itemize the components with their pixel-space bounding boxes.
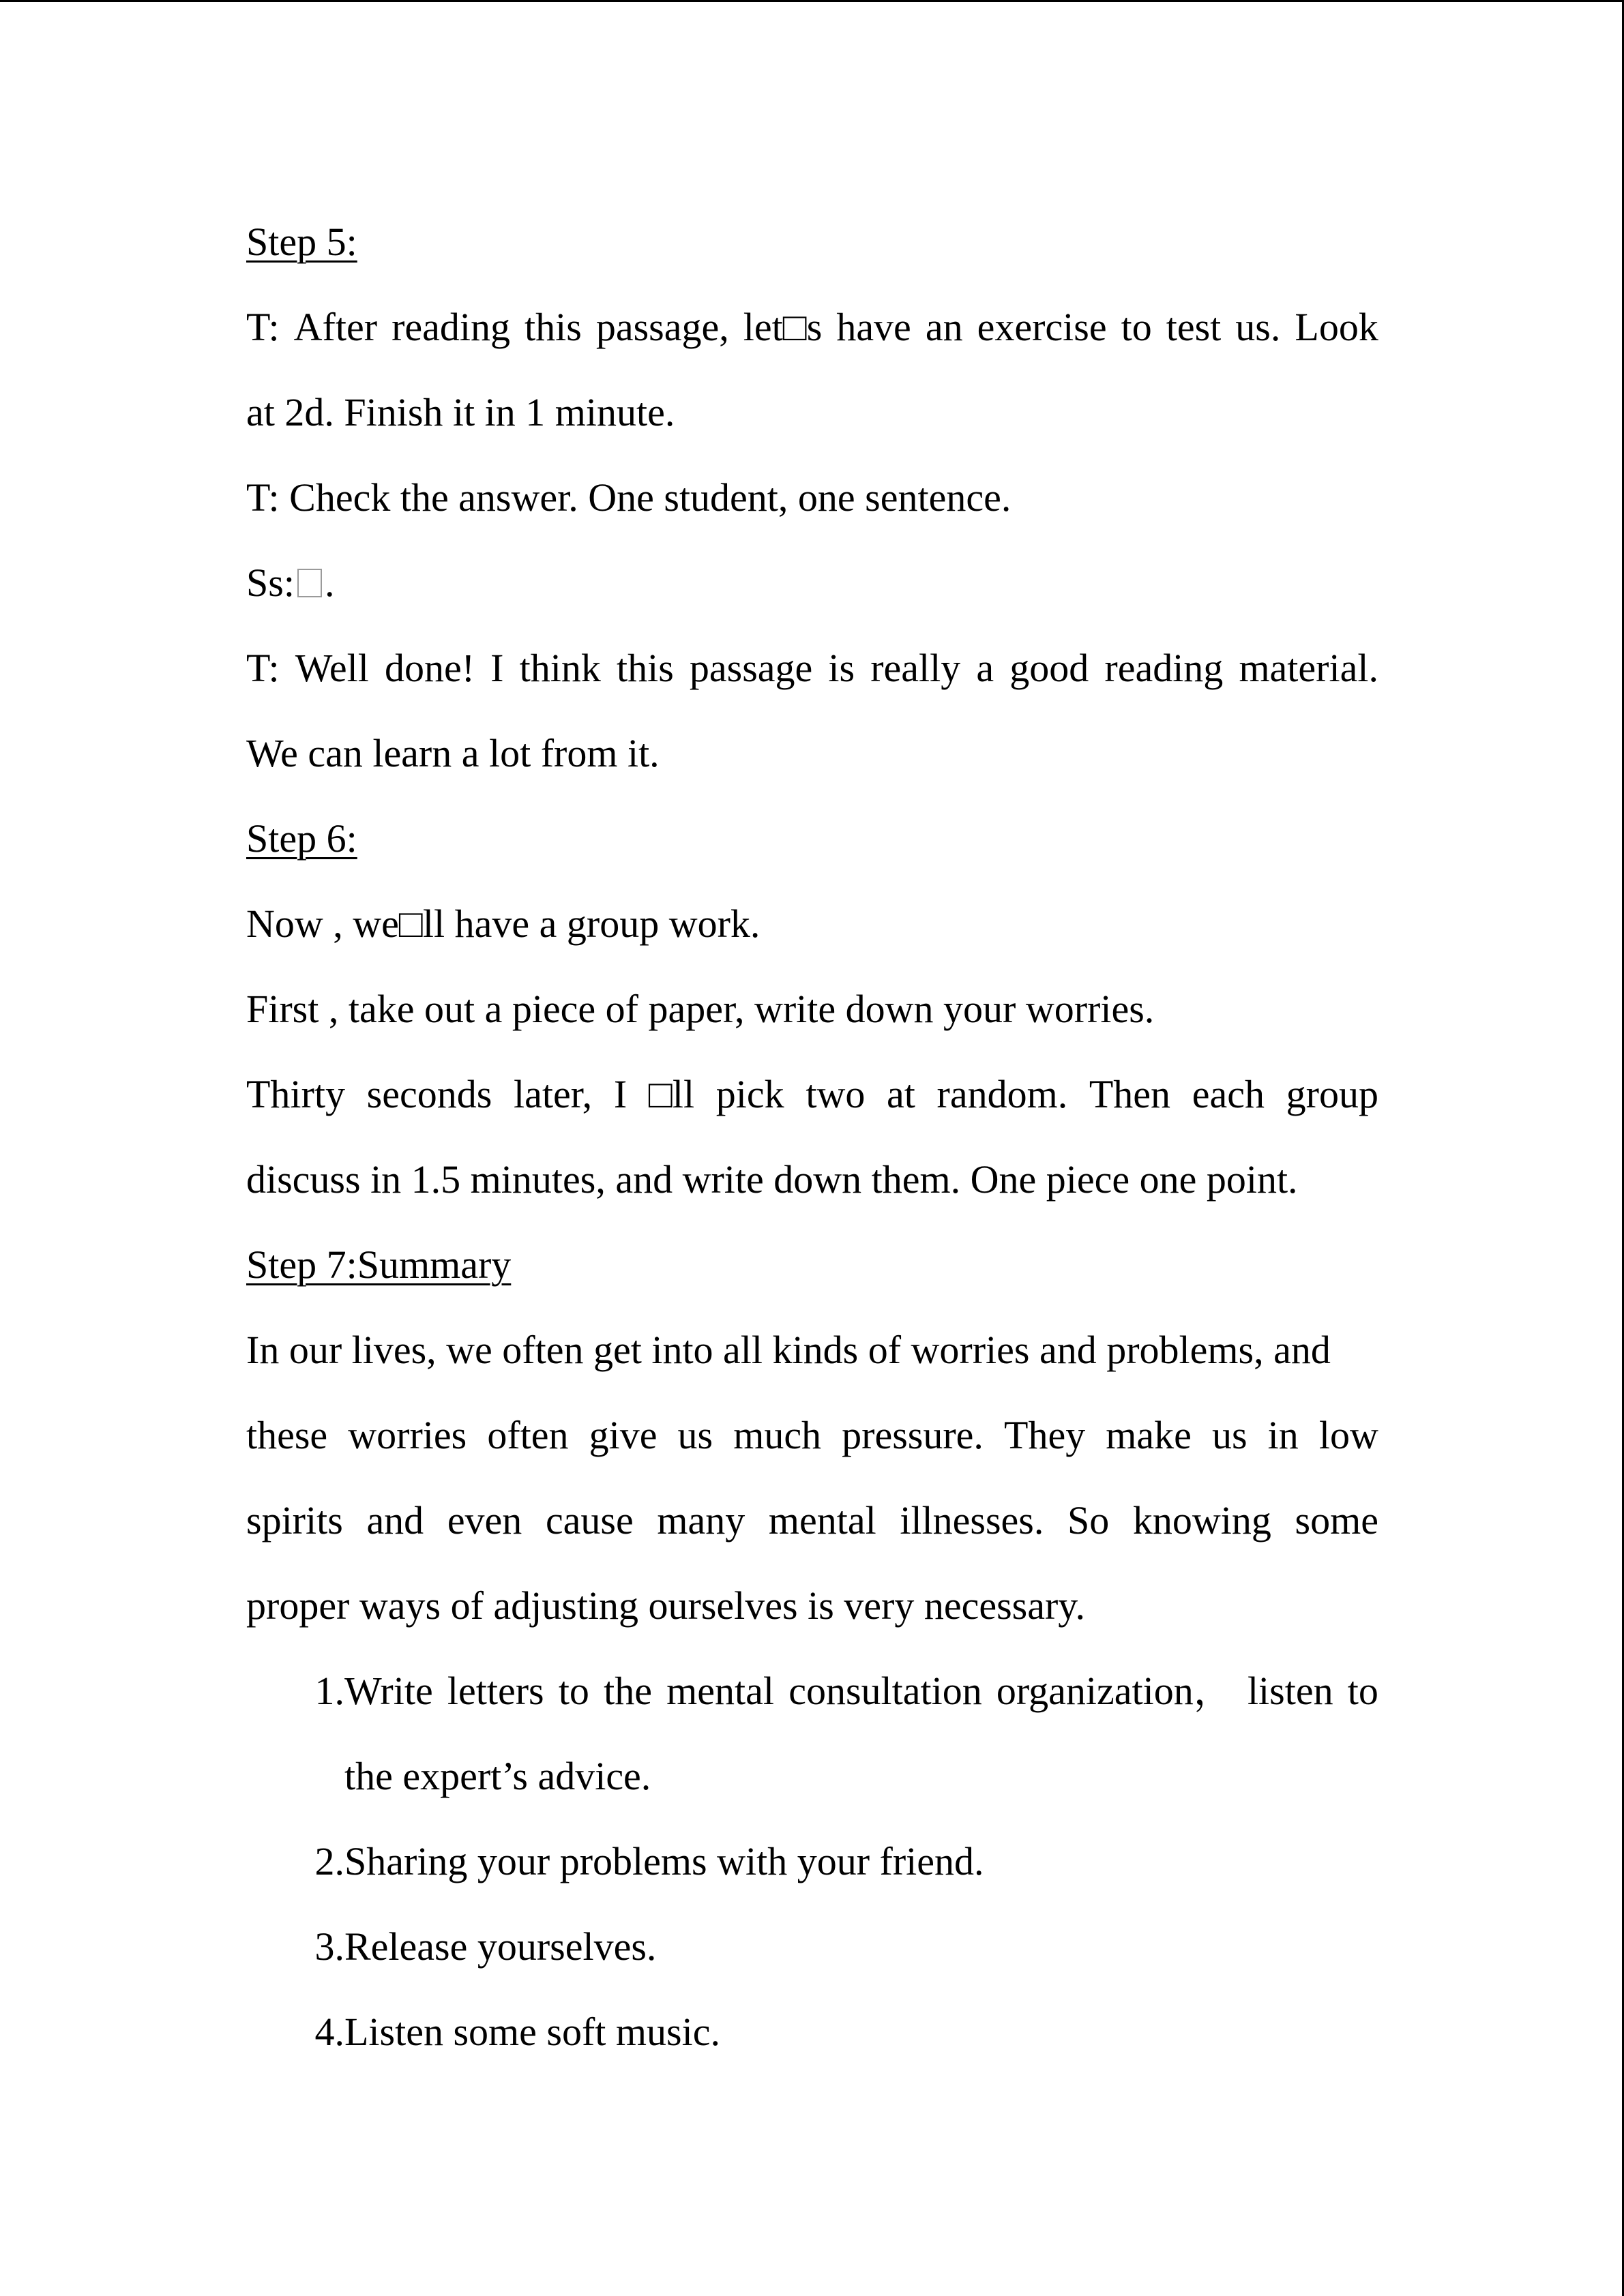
word: low [1318,1413,1378,1457]
word: give [589,1413,658,1457]
word: two [806,1072,866,1116]
word: spirits [246,1498,343,1542]
word: this [525,305,582,349]
summary-line-4: proper ways of adjusting ourselves is very necessary. [246,1583,1086,1628]
step-6-heading-line [246,806,1378,891]
word: group [1286,1072,1378,1116]
word: think [519,646,601,690]
step-5-heading: Step 5: [246,220,357,264]
word: T: [246,646,280,690]
list-item-2-text: Sharing your problems with your friend. [344,1839,984,1883]
word: random. [936,1072,1068,1116]
document-body [246,209,1378,2085]
word: us. [1235,305,1281,349]
word: After [293,305,378,349]
step-7-heading: Step 7:Summary [246,1242,512,1287]
list-item-2-number: 2. [314,1839,344,1883]
word: knowing [1132,1498,1271,1542]
word: good [1009,646,1089,690]
word: much [733,1413,822,1457]
list-item-4 [246,1999,1378,2085]
word: us [677,1413,713,1457]
word: to [1121,305,1152,349]
word: make [1106,1413,1192,1457]
word: Then [1089,1072,1171,1116]
word: us [1211,1413,1247,1457]
step-5-heading-line [246,209,1378,295]
word: material. [1239,646,1378,690]
step-5-ss-suffix: . [324,561,335,605]
word: to [1347,1669,1378,1713]
word: test [1166,305,1222,349]
word: consultation [788,1669,982,1713]
word: in [1267,1413,1299,1457]
word: □ll [648,1072,695,1116]
word: the [604,1669,652,1713]
step-6-paragraph-3-line-2: discuss in 1.5 minutes, and write down them. One piece one point. [246,1157,1298,1202]
word: later, [513,1072,593,1116]
word: passage [689,646,813,690]
word: have [836,305,911,349]
summary-line-1: In our lives, we often get into all kinds of worries and problems, and [246,1328,1331,1372]
word: mental [768,1498,876,1542]
step-5-ss-prefix: Ss: [246,561,295,605]
word: So [1067,1498,1110,1542]
list-item-3-text: Release yourselves. [344,1924,657,1969]
list-item-2 [246,1829,1378,1914]
word: really [870,646,961,690]
step-5-paragraph-1-line-1 [246,295,1378,380]
list-item-3-number: 3. [314,1924,344,1969]
word: Thirty [246,1072,345,1116]
word: letters [447,1669,544,1713]
list-item-1-line-1 [246,1658,1378,1744]
word: is [828,646,855,690]
step-7-heading-line [246,1232,1378,1317]
word: mental [666,1669,775,1713]
word: to [558,1669,589,1713]
word: passage, [595,305,729,349]
step-5-paragraph-3 [246,550,1378,636]
summary-line-3 [246,1488,1378,1573]
list-item-4-number: 4. [314,2010,344,2054]
word: done! [384,646,475,690]
word: reading [392,305,510,349]
step-5-paragraph-2: T: Check the answer. One student, one sentence. [246,475,1012,520]
word: Look [1295,305,1378,349]
word: each [1192,1072,1265,1116]
step-6-paragraph-1: Now , we□ll have a group work. [246,901,761,946]
word: a [976,646,994,690]
step-5-paragraph-4-line-2: We can learn a lot from it. [246,731,660,775]
step-5-paragraph-1-line-2: at 2d. Finish it in 1 minute. [246,390,675,434]
word: pressure. [842,1413,984,1457]
word: listen [1247,1669,1333,1713]
word: even [447,1498,522,1542]
list-item-1-line-2: the expert’s advice. [344,1754,651,1798]
step-5-paragraph-4-line-1 [246,636,1378,721]
word: let□s [743,305,823,349]
word: many [657,1498,745,1542]
step-6-heading: Step 6: [246,816,357,861]
word: exercise [977,305,1107,349]
word: Write [344,1669,433,1713]
word: and [366,1498,424,1542]
word: organization， [996,1669,1233,1713]
word: illnesses. [900,1498,1044,1542]
list-item-1-text-line-1 [344,1658,1378,1724]
word: this [616,646,674,690]
word: T: [246,305,280,349]
list-item-4-text: Listen some soft music. [344,2010,720,2054]
list-item-3 [246,1914,1378,1999]
word: seconds [366,1072,492,1116]
word: reading [1104,646,1224,690]
word: some [1295,1498,1378,1542]
missing-glyph-box [297,569,322,597]
word: at [887,1072,915,1116]
summary-line-2 [246,1403,1378,1488]
word: Well [295,646,369,690]
word: often [487,1413,569,1457]
word: They [1004,1413,1086,1457]
word: cause [545,1498,634,1542]
word: pick [715,1072,784,1116]
word: I [490,646,504,690]
word: worries [348,1413,467,1457]
list-item-1-number: 1. [314,1669,344,1713]
word: I [613,1072,628,1116]
step-6-paragraph-3-line-1 [246,1062,1378,1147]
word: an [925,305,963,349]
step-6-paragraph-2: First , take out a piece of paper, write down your worries. [246,987,1155,1031]
word: these [246,1413,328,1457]
